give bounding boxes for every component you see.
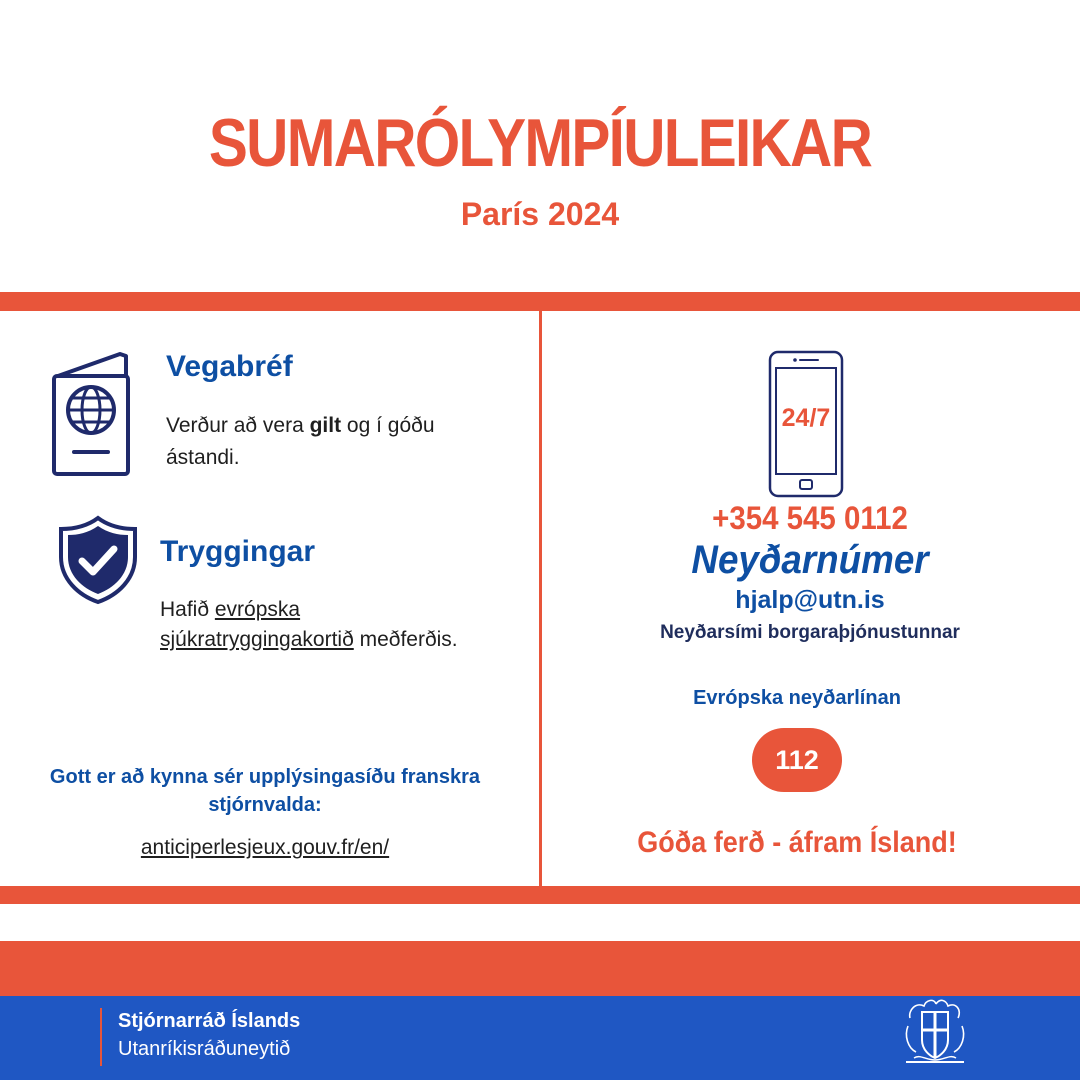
goodbye-message: Góða ferð - áfram Ísland! bbox=[637, 826, 957, 859]
eu-emergency-number-badge[interactable]: 112 bbox=[752, 728, 842, 792]
insurance-text-after: meðferðis. bbox=[353, 628, 458, 651]
footer-accent-line bbox=[100, 1008, 102, 1066]
phone-availability-label: 24/7 bbox=[781, 404, 831, 432]
hotline-description: Neyðarsími borgaraþjónustunnar bbox=[660, 622, 960, 643]
passport-text-before: Verður að vera bbox=[166, 414, 310, 437]
footer-ministry-name: Utanríkisráðuneytið bbox=[118, 1038, 291, 1060]
top-divider-bar bbox=[0, 292, 1080, 311]
shield-check-icon bbox=[58, 515, 138, 605]
emergency-phone-number[interactable]: +354 545 0112 bbox=[712, 500, 908, 536]
emergency-title: Neyðarnúmer bbox=[691, 538, 929, 582]
insurance-description bbox=[160, 595, 480, 655]
passport-text-bold: gilt bbox=[309, 414, 342, 437]
footer-org-name: Stjórnarráð Íslands bbox=[118, 1010, 301, 1032]
passport-text-after: og í góðu ástandi. bbox=[166, 414, 435, 469]
coat-of-arms-icon bbox=[900, 996, 970, 1066]
passport-icon bbox=[50, 350, 132, 478]
footer-accent-bar bbox=[0, 941, 1080, 996]
bottom-divider-bar bbox=[0, 886, 1080, 904]
passport-heading: Vegabréf bbox=[166, 350, 293, 383]
emergency-email-link[interactable]: hjalp@utn.is bbox=[735, 586, 885, 614]
info-text: Gott er að kynna sér upplýsingasíðu franskra stjórnvalda: bbox=[49, 766, 481, 816]
info-url-link[interactable]: anticiperlesjeux.gouv.fr/en/ bbox=[140, 836, 390, 859]
column-divider bbox=[539, 311, 542, 886]
insurance-card-link[interactable]: evrópska sjúkratryggingakortið bbox=[160, 598, 354, 651]
insurance-heading: Tryggingar bbox=[160, 535, 316, 568]
passport-description bbox=[166, 410, 506, 474]
page-subtitle: París 2024 bbox=[460, 196, 620, 232]
page-title: SUMARÓLYMPÍULEIKAR bbox=[208, 105, 872, 181]
insurance-text-before: Hafið bbox=[160, 598, 215, 621]
eu-emergency-line-label: Evrópska neyðarlínan bbox=[693, 687, 901, 709]
